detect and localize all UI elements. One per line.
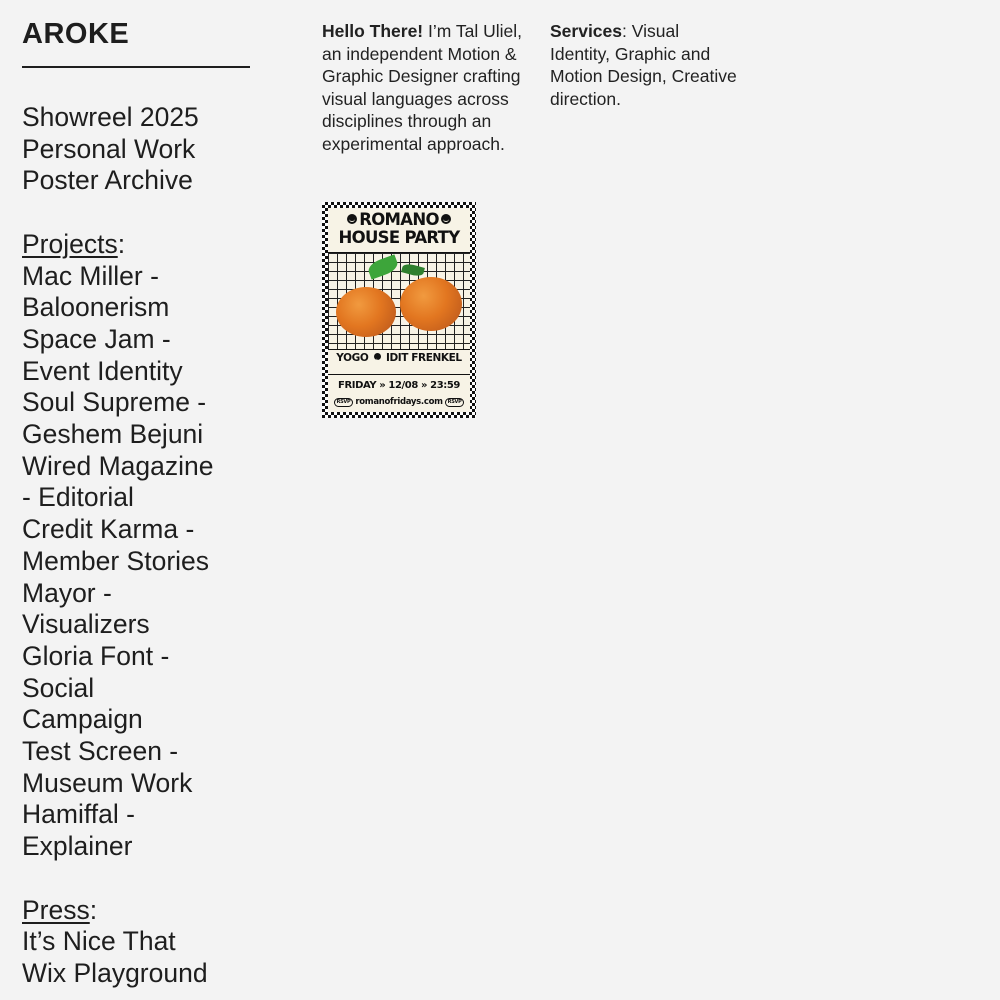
project-link-credit-karma[interactable]: Member Stories	[22, 545, 210, 576]
project-link-test-screen[interactable]: Test Screen -	[22, 736, 179, 767]
project-link-wired-magazine[interactable]: - Editorial	[22, 482, 134, 513]
leaf-icon	[401, 262, 425, 277]
project-link-gloria-font[interactable]: Campaign	[22, 704, 143, 735]
spacer	[22, 197, 250, 229]
orange-fruit-icon	[400, 277, 462, 331]
project-link-hamiffal[interactable]: Explainer	[22, 831, 133, 862]
poster-artist-1: YOGO	[336, 352, 369, 364]
poster-footer	[328, 396, 470, 408]
nav-link-personal-work[interactable]: Personal Work	[22, 133, 196, 164]
smiley-icon	[347, 214, 357, 224]
intro-body: I’m Tal Uliel, an independent Motion & Graphic Designer crafting visual languages across disciplines through an experimental approach.	[322, 21, 523, 154]
project-link-mayor[interactable]: Visualizers	[22, 609, 150, 640]
project-link-mac-miller[interactable]: Baloonerism	[22, 292, 170, 323]
project-link-hamiffal[interactable]: Hamiffal -	[22, 799, 135, 830]
projects-heading	[22, 229, 250, 261]
services-text	[550, 20, 740, 110]
project-link-mayor[interactable]: Mayor -	[22, 577, 112, 608]
press-link-wix-playground[interactable]: Wix Playground	[22, 957, 208, 988]
press-heading-label: Press	[22, 894, 90, 925]
heading-colon: :	[89, 894, 98, 925]
project-link-mac-miller[interactable]: Mac Miller -	[22, 260, 159, 291]
rsvp-badge: RSVP	[445, 398, 465, 407]
poster-title-line2: HOUSE PARTY	[338, 228, 460, 247]
project-link-soul-supreme[interactable]: Geshem Bejuni	[22, 419, 204, 450]
poster-grid-illustration	[328, 252, 470, 350]
poster-artwork	[328, 208, 470, 412]
poster-date: FRIDAY » 12/08 » 23:59	[328, 374, 470, 393]
orange-fruit-icon	[336, 287, 396, 337]
intro-text	[322, 20, 532, 155]
services-label: Services	[550, 21, 623, 41]
poster-artists	[328, 351, 470, 365]
spacer	[22, 863, 250, 895]
project-link-space-jam[interactable]: Event Identity	[22, 355, 183, 386]
nav-link-poster-archive[interactable]: Poster Archive	[22, 165, 193, 196]
poster-url: romanofridays.com	[355, 397, 443, 407]
project-link-credit-karma[interactable]: Credit Karma -	[22, 514, 195, 545]
header-divider	[22, 66, 250, 68]
nav-link-showreel[interactable]: Showreel 2025	[22, 102, 199, 132]
poster-title-line1: ROMANO	[359, 210, 439, 229]
leaf-icon	[366, 254, 400, 279]
project-link-space-jam[interactable]: Space Jam -	[22, 323, 171, 354]
projects-heading-label: Projects	[22, 228, 118, 259]
project-link-test-screen[interactable]: Museum Work	[22, 767, 193, 798]
smiley-icon	[441, 214, 451, 224]
press-link-its-nice-that[interactable]: It’s Nice That	[22, 926, 176, 957]
poster-title	[328, 211, 470, 247]
sidebar-nav	[22, 16, 250, 990]
services-body: : Visual Identity, Graphic and Motion Design, Creative direction.	[550, 21, 737, 109]
intro-greeting: Hello There!	[322, 21, 424, 41]
project-link-wired-magazine[interactable]: Wired Magazine	[22, 450, 214, 481]
project-link-soul-supreme[interactable]: Soul Supreme -	[22, 387, 207, 418]
project-link-gloria-font[interactable]: Gloria Font -	[22, 640, 170, 671]
project-link-gloria-font[interactable]: Social	[22, 672, 95, 703]
poster-thumbnail[interactable]	[322, 202, 476, 418]
press-heading	[22, 895, 250, 927]
poster-artist-2: IDIT FRENKEL	[385, 352, 462, 364]
rsvp-badge: RSVP	[334, 398, 354, 407]
brand-logo[interactable]: AROKE	[22, 18, 130, 50]
heading-colon: :	[117, 228, 126, 259]
smiley-icon	[374, 353, 381, 360]
